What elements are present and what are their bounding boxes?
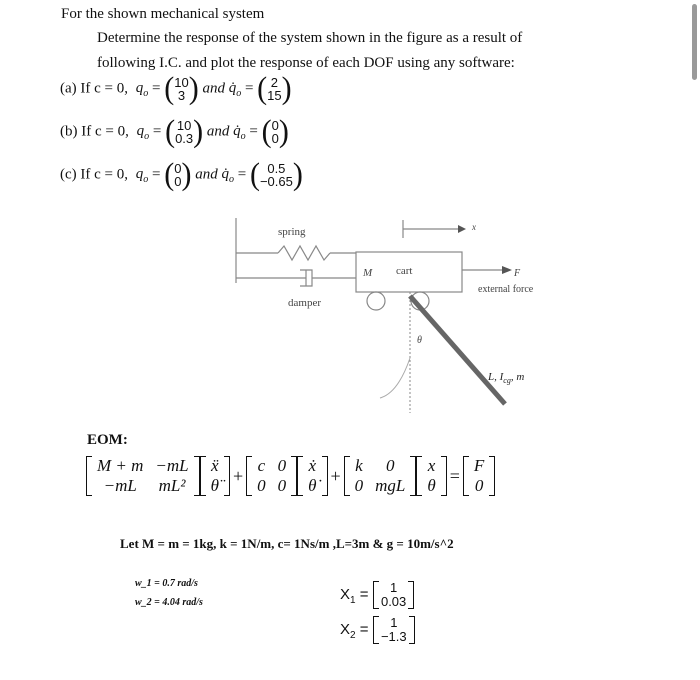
x-label: x (472, 222, 476, 232)
case-c-qd0: 0.5 −0.65 (259, 161, 293, 189)
case-c: (c) If c = 0, $q_o$ = ( 0 0 ) and $q̇_o$ = ( 0.5 −0.65 ) (60, 157, 303, 192)
case-b-q0: 10 0.3 (175, 118, 194, 146)
force-vector: F 0 (463, 456, 495, 496)
x-arrow-icon (458, 225, 466, 233)
mass-matrix: M + m −mL −mL mL² (86, 456, 200, 496)
damping-matrix: c 0 0 0 (246, 456, 297, 496)
instruction-line-1: Determine the response of the system shown in the figure as a result of (97, 30, 523, 46)
force-label: F (514, 268, 521, 279)
displacement-vector: x θ (416, 456, 446, 496)
eom-heading: EOM: (87, 432, 128, 448)
external-force-label: external force (478, 284, 534, 295)
eom-equation: M + m −mL −mL mL² ẍ θ̈ + c 0 0 0 ẋ θ̇ + k 0 0 mgL x θ = F 0 (86, 456, 495, 496)
acceleration-vector: ẍ θ̈ (200, 456, 230, 496)
case-a-qd0: 2 15 (267, 75, 282, 103)
theta-label: θ (417, 335, 422, 346)
case-b: (b) If c = 0, $q_o$ = ( 10 0.3 ) and $q̇_o$ = ( 0 0 ) (60, 114, 289, 149)
angle-arc (380, 358, 410, 398)
omega-1: w_1 = 0.7 rad/s (135, 578, 198, 589)
mass-label: M (363, 267, 373, 279)
mechanical-system-figure (220, 208, 580, 418)
pendulum-label: L, $I_{cg}$, m (488, 371, 525, 385)
wheel-left (367, 292, 385, 310)
intro-text: For the shown mechanical system (61, 6, 265, 22)
pendulum-rod (410, 296, 505, 404)
force-arrow-icon (502, 266, 512, 274)
damper-label: damper (288, 297, 321, 309)
scrollbar[interactable] (692, 4, 697, 80)
case-a-q0: 10 3 (174, 75, 189, 103)
case-c-q0: 0 0 (174, 161, 182, 189)
case-b-label: (b) If c = 0, (60, 123, 129, 140)
case-a-label: (a) If c = 0, (60, 80, 129, 97)
omega-2: w_2 = 4.04 rad/s (135, 597, 203, 608)
spring-label: spring (278, 226, 306, 238)
mode-shape-1: $X_1$ = 1 0.03 (340, 581, 414, 609)
spring-icon (278, 246, 330, 260)
velocity-vector: ẋ θ̇ (297, 456, 327, 496)
case-c-label: (c) If c = 0, (60, 166, 129, 183)
instruction-line-2: following I.C. and plot the response of each DOF using any software: (97, 55, 515, 71)
case-a: (a) If c = 0, $q_o$ = ( 10 3 ) and $q̇_o$ = ( 2 15 ) (60, 71, 292, 106)
stiffness-matrix: k 0 0 mgL (344, 456, 417, 496)
mode-shape-2: $X_2$ = 1 −1.3 (340, 616, 415, 644)
given-values: Let M = m = 1kg, k = 1N/m, c= 1Ns/m ,L=3m & g = 10m/s^2 (120, 536, 454, 551)
case-b-qd0: 0 0 (271, 118, 279, 146)
cart-label: cart (396, 265, 413, 277)
